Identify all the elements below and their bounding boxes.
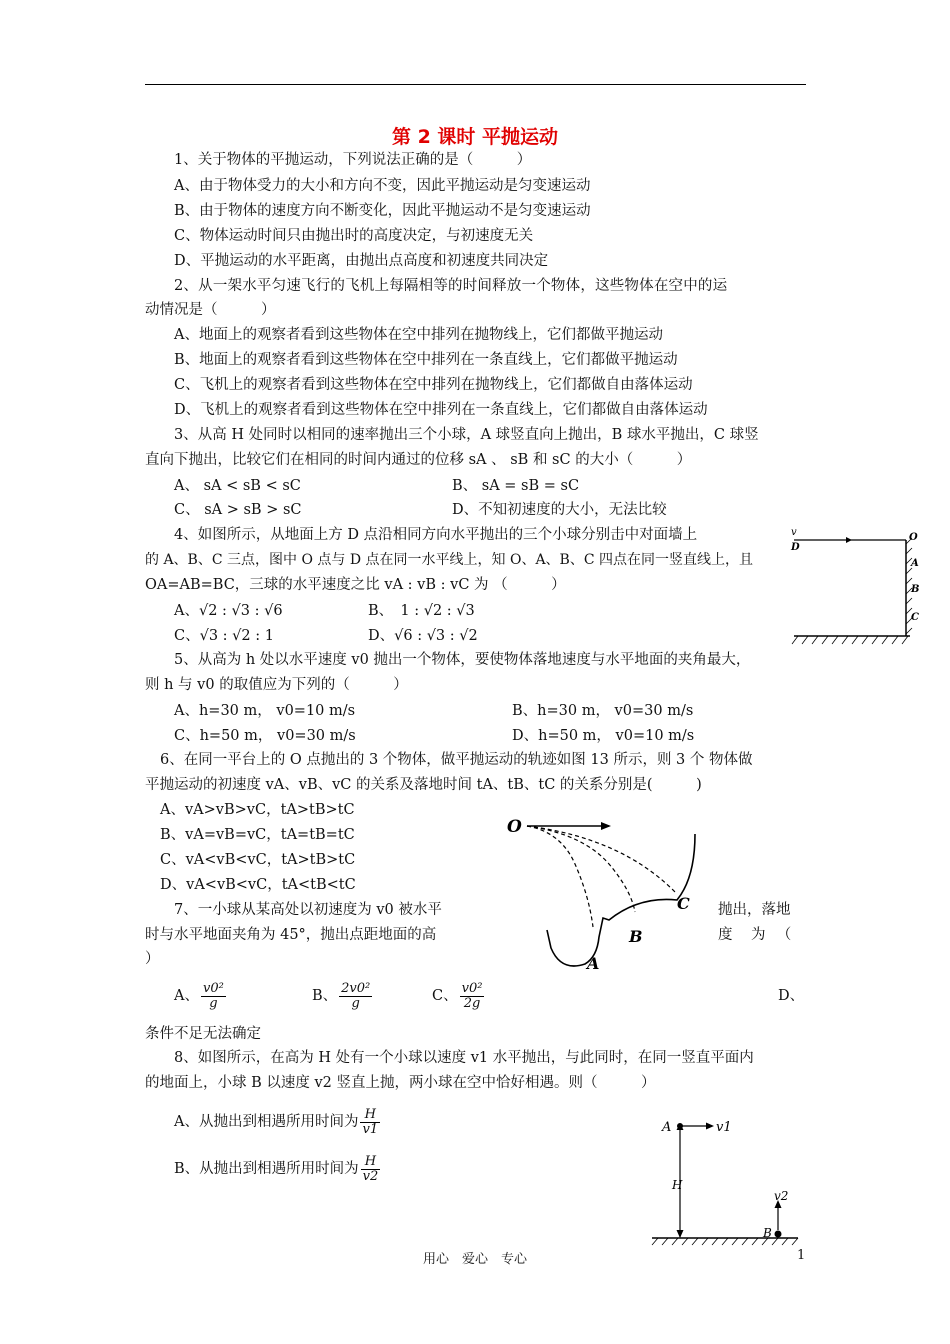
q7-option-a-fraction: [201, 982, 226, 1011]
q7-option-c-label: C、: [432, 988, 458, 1004]
q2-stem-line1: 2、从一架水平匀速飞行的飞机上每隔相等的时间释放一个物体，这些物体在空中的运: [174, 278, 728, 294]
q3-stem-line2: 直向下抛出，比较它们在相同的时间内通过的位移 sA 、 sB 和 sC 的大小（ ）: [145, 452, 692, 468]
q8-fig-label-a: A: [662, 1120, 672, 1135]
q8-a-numerator: H: [360, 1108, 380, 1123]
q6-fig-label-o: O: [507, 817, 522, 837]
q5-option-d: D、h=50 m， v0=10 m/s: [512, 728, 695, 744]
q1-option-d: D、平抛运动的水平距离，由抛出点高度和初速度共同决定: [174, 253, 549, 269]
q8-option-b: [174, 1149, 382, 1189]
q7-option-a: [174, 976, 228, 1016]
q6-option-a: A、vA>vB>vC，tA>tB>tC: [160, 802, 355, 818]
q6-stem-line2: 平抛运动的初速度 vA、vB、vC 的关系及落地时间 tA、tB、tC 的关系分别是( ): [145, 777, 702, 793]
q6-fig-label-c: C: [677, 894, 690, 913]
q7-b-numerator: 2v0²: [341, 980, 371, 996]
q7-option-c: [432, 976, 486, 1016]
q7-option-d-label: D、: [778, 988, 805, 1004]
q6-option-d: D、vA<vB<vC，tA<tB<tC: [160, 877, 356, 893]
q8-b-denominator: v2: [362, 1168, 379, 1184]
q7-stem-line2: 时与水平地面夹角为 45°，抛出点距地面的高: [145, 927, 437, 943]
q4-stem-line1: 4、如图所示，从地面上方 D 点沿相同方向水平抛出的三个小球分别击中对面墙上: [174, 527, 698, 543]
q8-stem-line1: 8、如图所示，在高为 H 处有一个小球以速度 v1 水平抛出，与此同时，在同一竖直平面内: [174, 1050, 754, 1066]
q7-stem-line3: ）: [145, 951, 160, 967]
q3-option-c: C、 sA > sB > sC: [174, 502, 302, 518]
q4-stem-line3: OA=AB=BC，三球的水平速度之比 vA : vB : vC 为 （ ）: [145, 577, 566, 593]
page-number: 1: [797, 1248, 806, 1263]
q2-option-d: D、飞机上的观察者看到这些物体在空中排列在一条直线上，它们都做自由落体运动: [174, 402, 708, 418]
q8-fig-label-v2: v2: [774, 1189, 789, 1203]
q5-option-c: C、h=50 m， v0=30 m/s: [174, 728, 356, 744]
q5-option-b: B、h=30 m， v0=30 m/s: [512, 703, 694, 719]
q4-fig-label-v: v: [791, 527, 797, 538]
q5-stem-line2: 则 h 与 v0 的取值应为下列的（ ）: [145, 677, 408, 693]
q4-option-c: C、√3 : √2 : 1: [174, 628, 274, 644]
q2-option-b: B、地面上的观察者看到这些物体在空中排列在一条直线上，它们都做平抛运动: [174, 352, 678, 368]
q7-c-denominator: 2g: [463, 995, 481, 1011]
q4-option-d: D、√6 : √3 : √2: [368, 628, 478, 644]
q6-fig-label-a: A: [587, 954, 600, 973]
page-footer: 用心 爱心 专心: [422, 1252, 527, 1267]
q8-b-numerator: H: [361, 1155, 381, 1170]
q7-option-b-fraction: [339, 982, 372, 1011]
q7-option-b-label: B、: [312, 988, 338, 1004]
q2-stem-line2: 动情况是（ ）: [145, 302, 276, 318]
q2-option-a: A、地面上的观察者看到这些物体在空中排列在抛物线上，它们都做平抛运动: [174, 327, 663, 343]
q7-option-d-text: 条件不足无法确定: [145, 1026, 261, 1042]
header-rule: [145, 84, 806, 85]
q7-stem-line1-right: 抛出，落地: [718, 902, 791, 918]
q8-a-denominator: v1: [362, 1121, 379, 1137]
q7-a-denominator: g: [209, 995, 218, 1011]
q7-a-numerator: v0²: [202, 980, 224, 996]
q8-option-b-text: B、从抛出到相遇所用时间为: [174, 1161, 359, 1177]
q4-option-b: B、 1 : √2 : √3: [368, 603, 475, 619]
q4-fig-label-a: A: [911, 558, 919, 569]
q1-option-c: C、物体运动时间只由抛出时的高度决定，与初速度无关: [174, 228, 534, 244]
q5-option-a: A、h=30 m， v0=10 m/s: [174, 703, 356, 719]
q4-fig-label-d: D: [791, 542, 800, 553]
q7-option-c-fraction: [460, 982, 485, 1011]
q3-option-a: A、 sA < sB < sC: [174, 478, 301, 494]
q4-fig-label-c: C: [911, 612, 919, 623]
q6-trajectory-figure: [505, 812, 710, 977]
q8-option-a: [174, 1102, 382, 1142]
q5-stem-line1: 5、从高为 h 处以水平速度 v0 抛出一个物体，要使物体落地速度与水平地面的夹角最大，: [174, 652, 751, 668]
q8-fig-label-v1: v1: [716, 1120, 732, 1135]
q7-option-a-label: A、: [174, 988, 199, 1004]
q1-option-b: B、由于物体的速度方向不断变化，因此平抛运动不是匀变速运动: [174, 203, 591, 219]
q8-option-b-fraction: [361, 1155, 381, 1184]
q7-stem-line2-right: 度 为 （: [718, 927, 794, 943]
q7-stem-line1: 7、一小球从某高处以初速度为 v0 被水平: [174, 902, 442, 918]
q8-meeting-figure: [648, 1110, 808, 1250]
q7-option-b: [312, 976, 374, 1016]
q8-fig-label-h: H: [672, 1178, 683, 1192]
q8-option-a-fraction: [360, 1108, 380, 1137]
q7-c-numerator: v0²: [461, 980, 483, 996]
q1-stem: 1、关于物体的平抛运动，下列说法正确的是（ ）: [174, 152, 532, 168]
q6-option-c: C、vA<vB<vC，tA>tB>tC: [160, 852, 356, 868]
q4-fig-label-b: B: [911, 584, 920, 595]
q3-stem-line1: 3、从高 H 处同时以相同的速率抛出三个小球，A 球竖直向上抛出，B 球水平抛出，C 球竖: [174, 427, 759, 443]
page-title: 第 2 课时 平抛运动: [391, 126, 559, 148]
q6-option-b: B、vA=vB=vC，tA=tB=tC: [160, 827, 355, 843]
q8-option-a-text: A、从抛出到相遇所用时间为: [174, 1114, 359, 1130]
q4-option-a: A、√2 : √3 : √6: [174, 603, 283, 619]
q7-b-denominator: g: [351, 995, 360, 1011]
q4-fig-label-o: O: [909, 532, 918, 543]
q2-option-c: C、飞机上的观察者看到这些物体在空中排列在抛物线上，它们都做自由落体运动: [174, 377, 693, 393]
q6-stem-line1: 6、在同一平台上的 O 点抛出的 3 个物体，做平抛运动的轨迹如图 13 所示，则 3 个 物体做: [160, 752, 753, 768]
q6-fig-label-b: B: [629, 927, 643, 946]
q3-option-b: B、 sA = sB = sC: [452, 478, 580, 494]
q8-fig-label-b: B: [763, 1226, 772, 1240]
q4-stem-line2: 的 A、B、C 三点，图中 O 点与 D 点在同一水平线上，知 O、A、B、C 四点在同一竖直线上，且: [145, 552, 753, 568]
q8-stem-line2: 的地面上，小球 B 以速度 v2 竖直上抛，两小球在空中恰好相遇。则（ ）: [145, 1075, 656, 1091]
q3-option-d: D、不知初速度的大小，无法比较: [452, 502, 667, 518]
q1-option-a: A、由于物体受力的大小和方向不变，因此平抛运动是匀变速运动: [174, 178, 591, 194]
q4-wall-figure: [788, 524, 928, 648]
